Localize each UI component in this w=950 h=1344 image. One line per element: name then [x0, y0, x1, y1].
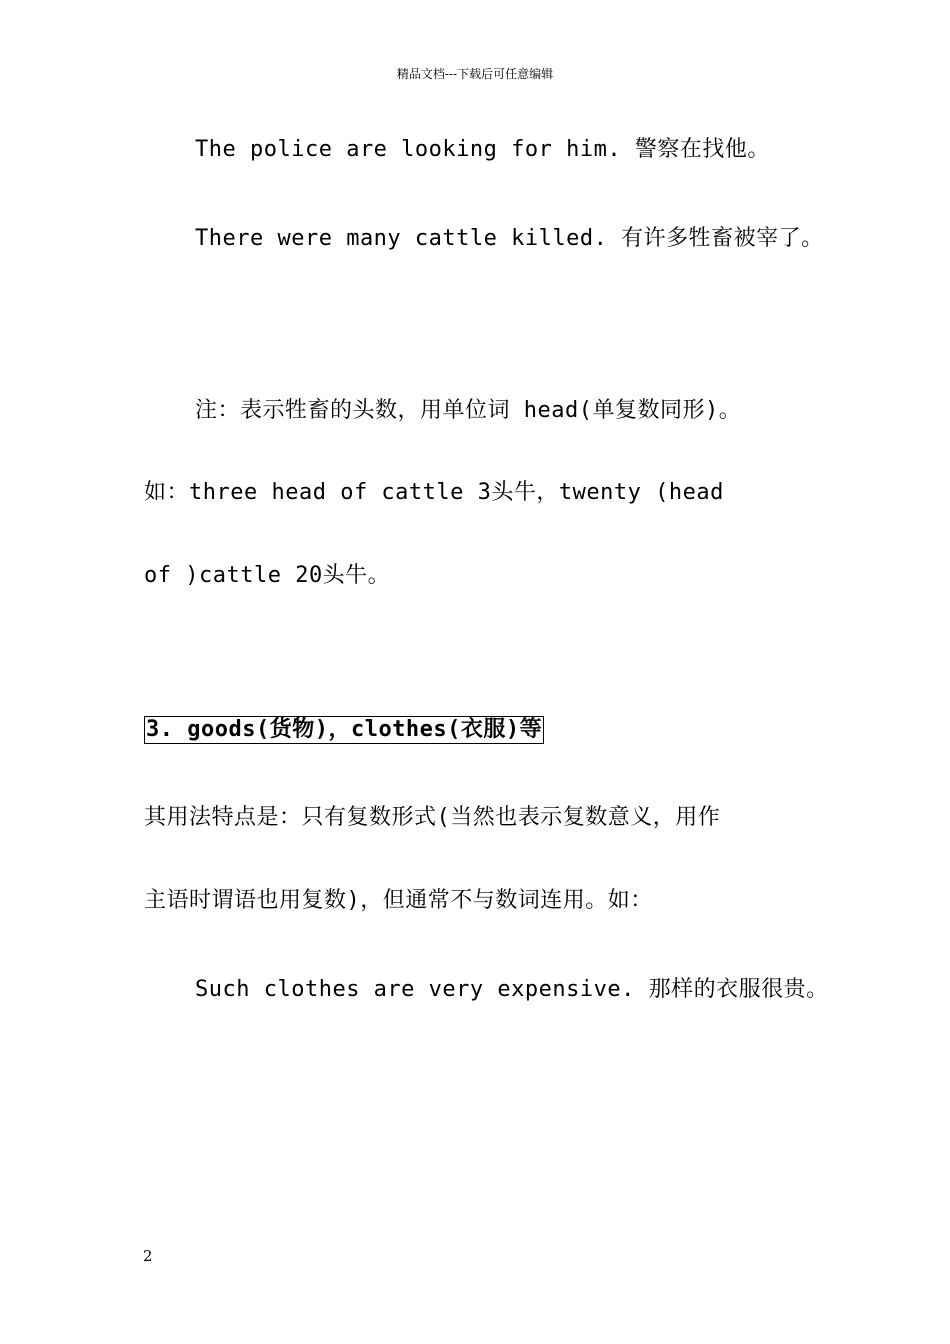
page-number: 2: [143, 1247, 153, 1265]
note-line: 注：表示牲畜的头数，用单位词 head(单复数同形)。: [195, 398, 742, 423]
usage-line-2: 主语时谓语也用复数)，但通常不与数词连用。如：: [144, 888, 653, 913]
example-sentence-cattle: There were many cattle killed. 有许多牲畜被宰了。: [195, 226, 824, 251]
example-sentence-clothes: Such clothes are very expensive. 那样的衣服很贵。: [195, 977, 829, 1002]
example-line-head-2: of )cattle 20头牛。: [144, 563, 391, 588]
usage-line-1: 其用法特点是：只有复数形式(当然也表示复数意义，用作: [144, 805, 721, 830]
section-heading-goods-clothes: 3. goods(货物)，clothes(衣服)等: [146, 717, 543, 742]
example-line-head-1: 如：three head of cattle 3头牛，twenty (head: [144, 480, 724, 505]
example-sentence-police: The police are looking for him. 警察在找他。: [195, 137, 770, 162]
page-header: 精品文档---下载后可任意编辑: [396, 67, 554, 81]
